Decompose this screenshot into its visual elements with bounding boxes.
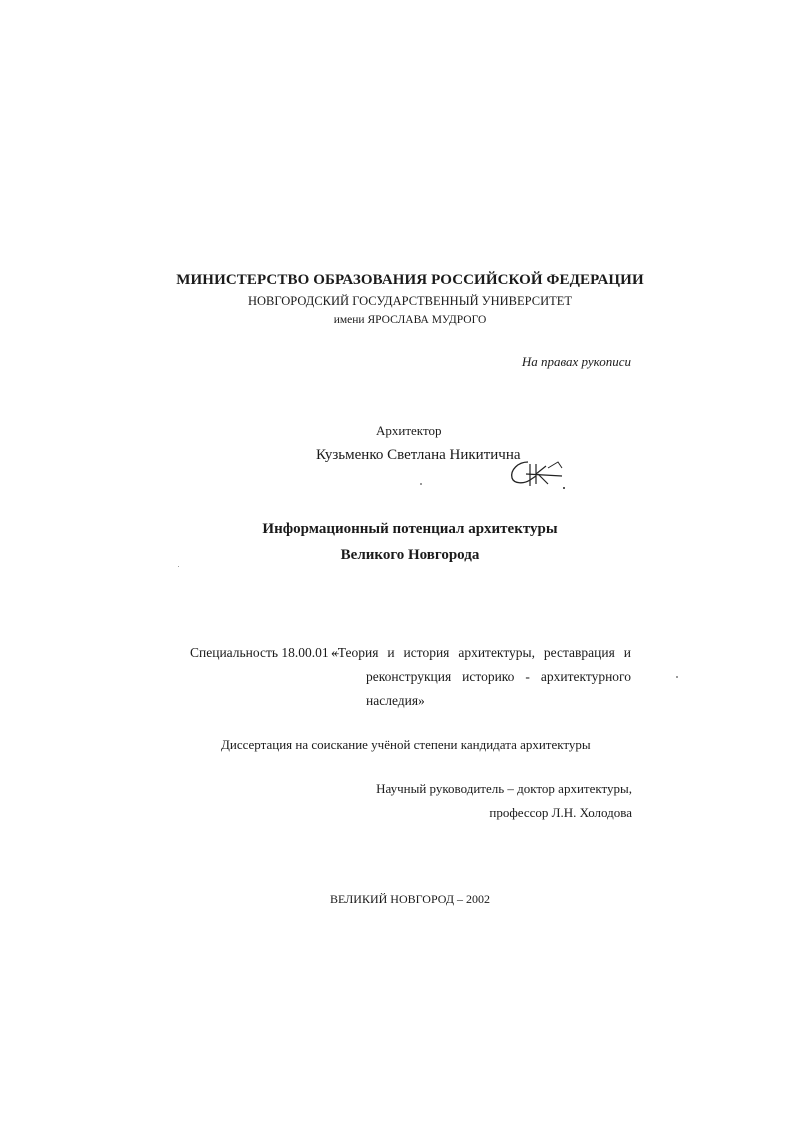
author-role: Архитектор bbox=[376, 423, 442, 438]
advisor-line1: Научный руководитель – доктор архитектуры, bbox=[376, 781, 632, 796]
signature-mark bbox=[506, 452, 568, 494]
scan-speck bbox=[178, 566, 179, 567]
university-name: НОВГОРОДСКИЙ ГОСУДАРСТВЕННЫЙ УНИВЕРСИТЕТ bbox=[247, 294, 573, 308]
dissertation-degree: Диссертация на соискание учёной степени кандидата архитектуры bbox=[221, 737, 591, 752]
scan-speck bbox=[420, 483, 422, 485]
dissertation-title-line1: Информационный потенциал архитектуры bbox=[262, 521, 558, 537]
specialty-line1: «Теория и история архитектуры, реставрация и bbox=[331, 645, 631, 660]
scan-speck bbox=[676, 676, 678, 678]
dissertation-title-line2: Великого Новгорода bbox=[340, 547, 480, 563]
ministry-heading: МИНИСТЕРСТВО ОБРАЗОВАНИЯ РОССИЙСКОЙ ФЕДЕРАЦИИ bbox=[176, 272, 644, 288]
advisor-line2: профессор Л.Н. Холодова bbox=[489, 805, 632, 820]
author-name: Кузьменко Светлана Никитична bbox=[316, 447, 521, 463]
manuscript-note: На правах рукописи bbox=[521, 354, 631, 369]
university-named-after: имени ЯРОСЛАВА МУДРОГО bbox=[333, 314, 487, 326]
specialty-label: Специальность 18.00.01 – bbox=[190, 645, 339, 660]
specialty-line2: реконструкция историко - архитектурного bbox=[366, 669, 631, 684]
city-year: ВЕЛИКИЙ НОВГОРОД – 2002 bbox=[329, 892, 491, 906]
specialty-line3: наследия» bbox=[366, 693, 425, 708]
